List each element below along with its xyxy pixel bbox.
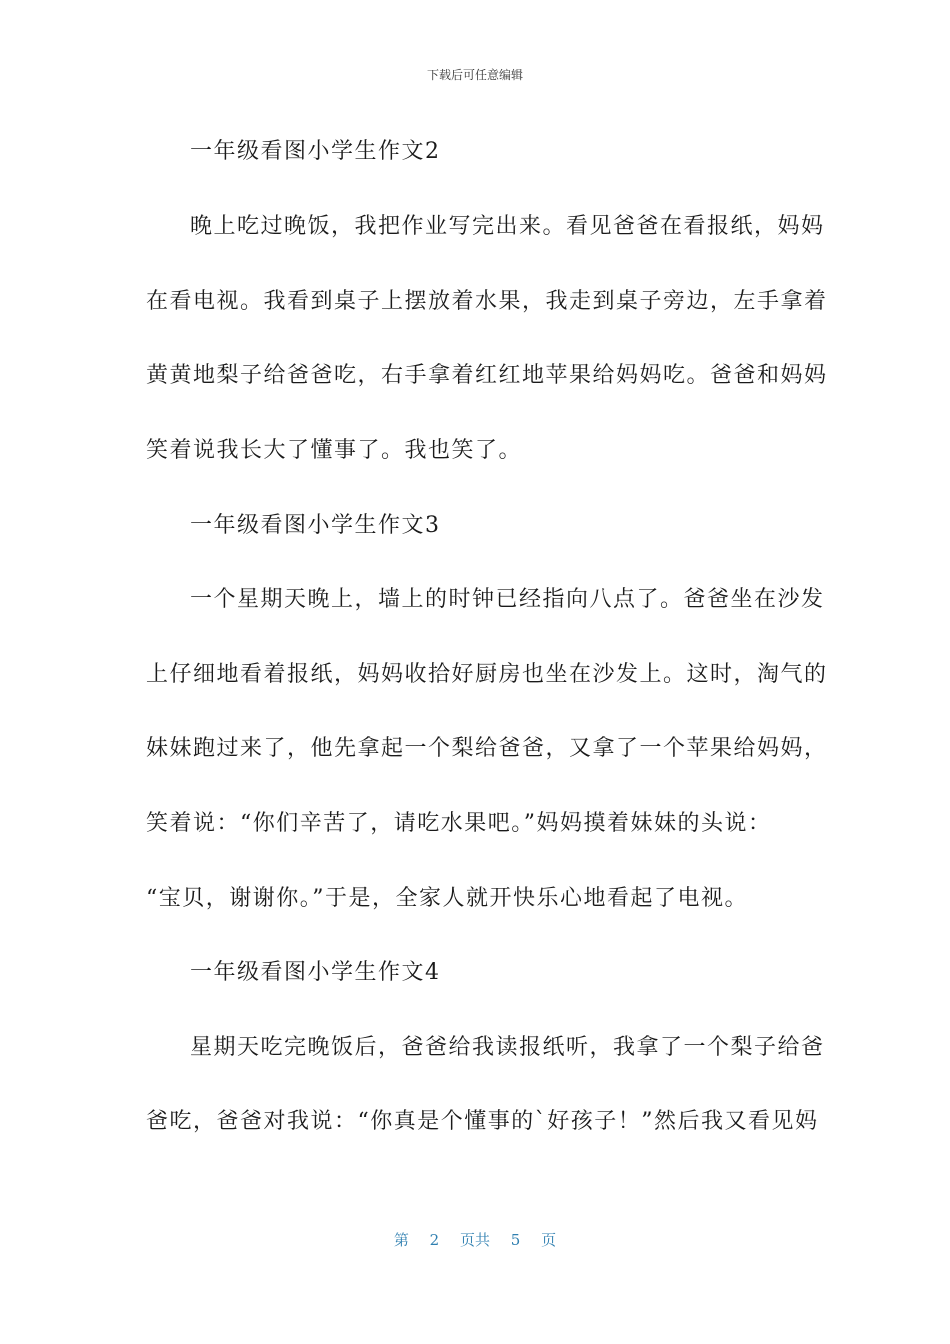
paragraph-line: “宝贝，谢谢你。”于是，全家人就开快乐心地看起了电视。 [146, 886, 748, 911]
page-suffix: 页 [541, 1231, 557, 1249]
paragraph-line: 晚上吃过晚饭，我把作业写完出来。看见爸爸在看报纸，妈妈 [190, 214, 825, 239]
paragraph-line: 爸吃，爸爸对我说：“你真是个懂事的`好孩子！”然后我又看见妈 [146, 1109, 819, 1134]
page-header-note: 下载后可任意编辑 [426, 68, 523, 82]
paragraph-line: 黄黄地梨子给爸爸吃，右手拿着红红地苹果给妈妈吃。爸爸和妈妈 [146, 363, 828, 388]
section-heading-4: 一年级看图小学生作文4 [190, 960, 441, 985]
page-prefix: 第 [393, 1231, 409, 1249]
page-middle: 页共 [459, 1231, 490, 1249]
paragraph-line: 在看电视。我看到桌子上摆放着水果，我走到桌子旁边，左手拿着 [146, 289, 828, 314]
section-heading-3: 一年级看图小学生作文3 [190, 513, 441, 538]
paragraph-line: 笑着说：“你们辛苦了，请吃水果吧。”妈妈摸着妹妹的头说： [146, 811, 772, 836]
page-number-footer [0, 1229, 950, 1250]
paragraph-line: 一个星期天晚上，墙上的时钟已经指向八点了。爸爸坐在沙发 [190, 587, 825, 612]
current-page-number: 2 [429, 1231, 440, 1249]
paragraph-line: 上仔细地看着报纸，妈妈收拾好厨房也坐在沙发上。这时，淘气的 [146, 662, 828, 687]
paragraph-line: 星期天吃完晚饭后，爸爸给我读报纸听，我拿了一个梨子给爸 [190, 1035, 825, 1060]
total-page-number: 5 [510, 1231, 521, 1249]
paragraph-line: 笑着说我长大了懂事了。我也笑了。 [146, 438, 523, 463]
section-heading-2: 一年级看图小学生作文2 [190, 139, 441, 164]
paragraph-line: 妹妹跑过来了，他先拿起一个梨给爸爸，又拿了一个苹果给妈妈， [146, 736, 828, 761]
